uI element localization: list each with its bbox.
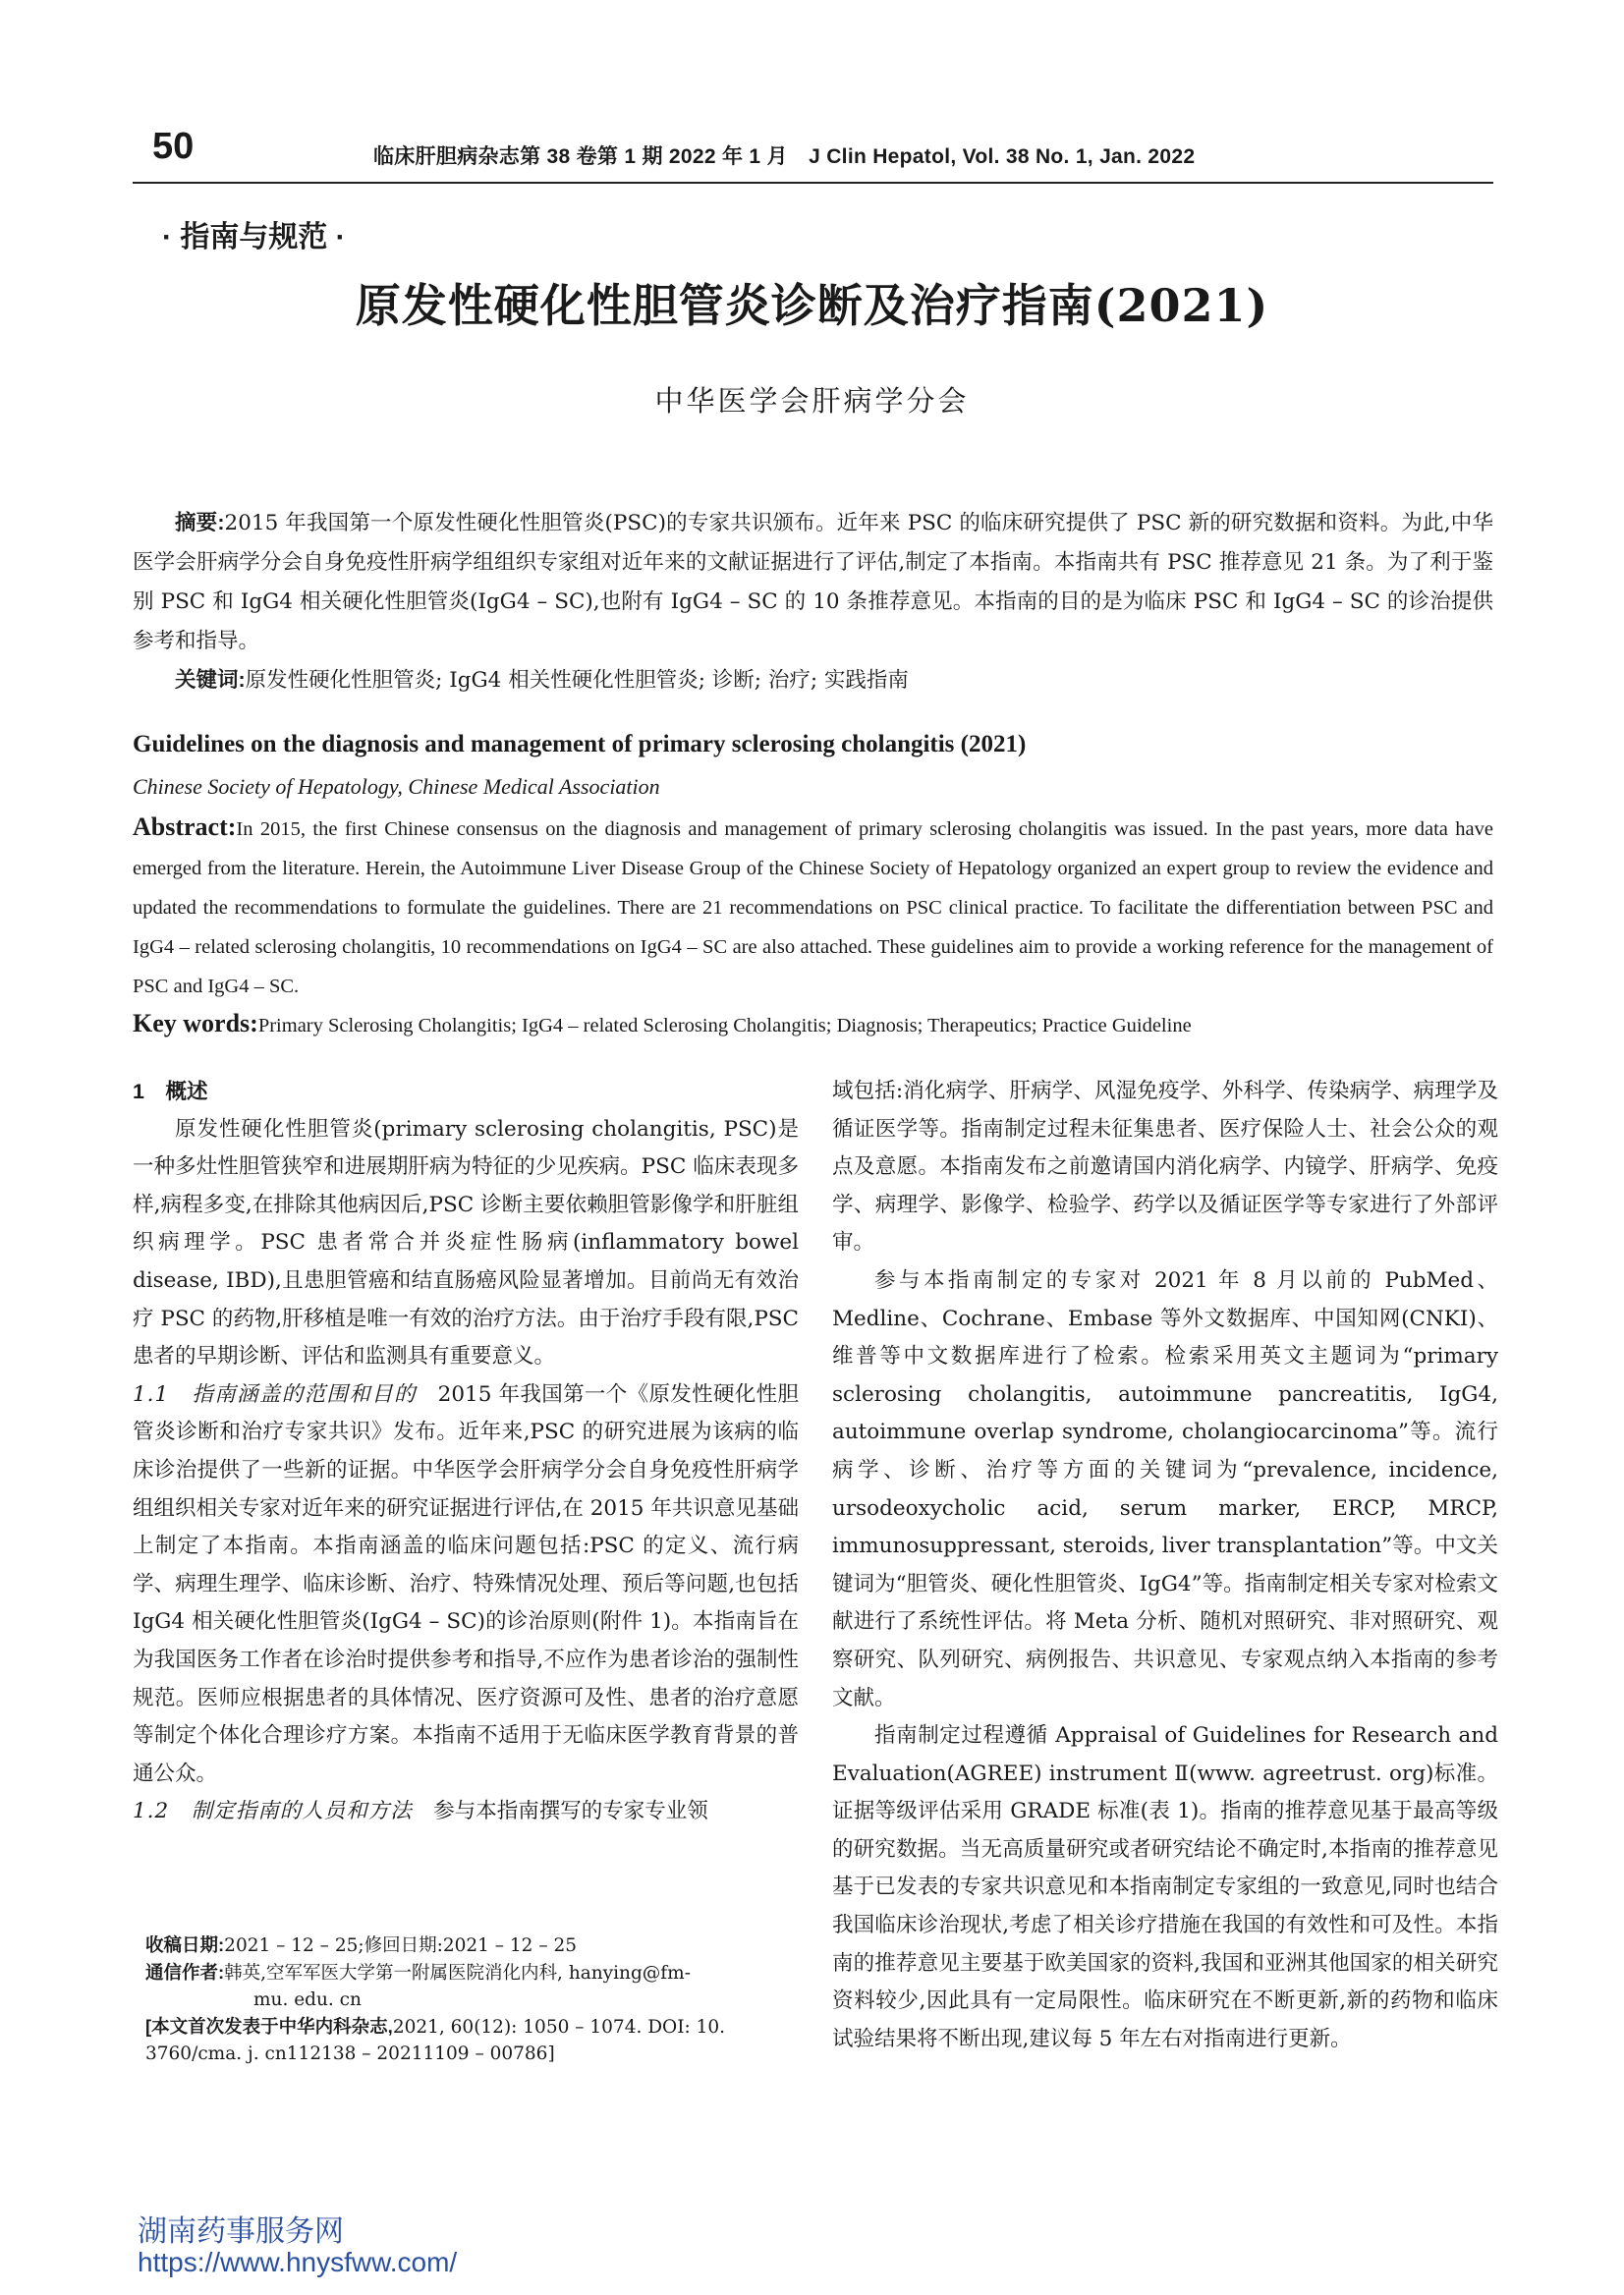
paragraph-methods-text: 参与本指南撰写的专家专业领	[412, 1799, 708, 1824]
body-column-right	[832, 1073, 1498, 2058]
paragraph-methods	[133, 1793, 799, 1831]
subheading-scope: 1.1 指南涵盖的范围和目的	[133, 1381, 417, 1407]
author-zh: 中华医学会肝病学分会	[654, 384, 970, 418]
keywords-zh-label: 关键词:	[175, 668, 246, 692]
watermark-site-name: 湖南药事服务网	[138, 2215, 344, 2248]
footnote-first-pub-text: 2021, 60(12): 1050 – 1074. DOI: 10. 3760/cma. j. cn112138 – 20211109 – 00786]	[145, 2017, 726, 2064]
article-title-en: Guidelines on the diagnosis and management of primary sclerosing cholangitis (2021)	[133, 731, 1027, 757]
footnote-corr-label: 通信作者:	[145, 1962, 225, 1983]
footnote	[145, 1931, 804, 2067]
header-divider	[133, 182, 1493, 184]
paragraph-expertise: 域包括:消化病学、肝病学、风湿免疫学、外科学、传染病学、病理学及循证医学等。指南制定过程未征集患者、医疗保险人士、社会公众的观点及意愿。本指南发布之前邀请国内消化病学、内镜学、肝病学、免疫学、病理学、影像学、检验学、药学以及循证医学等专家进行了外部评审。	[832, 1079, 1498, 1256]
keywords-en-label: Key words:	[133, 1009, 258, 1037]
abstract-zh-label: 摘要:	[175, 511, 225, 534]
paragraph-grade: 指南制定过程遵循 Appraisal of Guidelines for Research and Evaluation(AGREE) instrument Ⅱ(www. agreetrust. org)标准。证据等级评估采用 GRADE 标准(表 1)。指南的推荐意见基于最高等级的研究数据。当无高质量研究或者研究结论不确定时,本指南的推荐意见基于已发表的专家共识意见和本指南制定专家组的一致意见,同时也结合我国临床诊治现状,考虑了相关诊疗措施在我国的有效性和可及性。本指南的推荐意见主要基于欧美国家的资料,我国和亚洲其他国家的相关研究资料较少,因此具有一定局限性。临床研究在不断更新,新的药物和临床试验结果将不断出现,建议每 5 年左右对指南进行更新。	[832, 1723, 1498, 2051]
keywords-en-text: Primary Sclerosing Cholangitis; IgG4 – related Sclerosing Cholangitis; Diagnosis; Therapeutics; Practice Guideline	[257, 1015, 1192, 1036]
author-en: Chinese Society of Hepatology, Chinese Medical Association	[133, 774, 660, 799]
footnote-dates-label: 收稿日期:	[145, 1934, 225, 1955]
abstract-en-label: Abstract:	[133, 812, 237, 841]
paragraph-scope-text: 2015 年我国第一个《原发性硬化性胆管炎诊断和治疗专家共识》发布。近年来,PSC 的研究进展为该病的临床诊治提供了一些新的证据。中华医学会肝病学分会自身免疫性肝病学组组织相关专家对近年来的研究证据进行评估,在 2015 年共识意见基础上制定了本指南。本指南涵盖的临床问题包括:PSC 的定义、流行病学、病理生理学、临床诊断、治疗、特殊情况处理、预后等问题,也包括 IgG4 相关硬化性胆管炎(IgG4 – SC)的诊治原则(附件 1)。本指南旨在为我国医务工作者在诊治时提供参考和指导,不应作为患者诊治的强制性规范。医师应根据患者的具体情况、医疗资源可及性、患者的治疗意愿等制定个体化合理诊疗方案。本指南不适用于无临床医学教育背景的普通公众。	[133, 1381, 799, 1786]
journal-running-header: 临床肝胆病杂志第 38 卷第 1 期 2022 年 1 月 J Clin Hepatol, Vol. 38 No. 1, Jan. 2022	[373, 145, 1196, 168]
paragraph-scope	[133, 1376, 799, 1794]
abstract-zh-text: 2015 年我国第一个原发性硬化性胆管炎(PSC)的专家共识颁布。近年来 PSC 的临床研究提供了 PSC 新的研究数据和资料。为此,中华医学会肝病学分会自身免疫性肝病学组组织专家组对近年来的文献证据进行了评估,制定了本指南。本指南共有 PSC 推荐意见 21 条。为了利于鉴别 PSC 和 IgG4 相关硬化性胆管炎(IgG4 – SC),也附有 IgG4 – SC 的 10 条推荐意见。本指南的目的是为临床 PSC 和 IgG4 – SC 的诊治提供参考和指导。	[133, 511, 1493, 653]
page-number: 50	[152, 126, 195, 167]
subheading-methods: 1.2 制定指南的人员和方法	[133, 1799, 413, 1824]
body-column-left	[133, 1073, 799, 1831]
keywords-en	[133, 1004, 1493, 1045]
keywords-zh	[133, 660, 1493, 700]
paragraph-overview: 原发性硬化性胆管炎(primary sclerosing cholangitis, PSC)是一种多灶性胆管狭窄和进展期肝病为特征的少见疾病。PSC 临床表现多样,病程多变,在排除其他病因后,PSC 诊断主要依赖胆管影像学和肝脏组织病理学。PSC 患者常合并炎症性肠病(inflammatory bowel disease, IBD),且患胆管癌和结直肠癌风险显著增加。目前尚无有效治疗 PSC 的药物,肝移植是唯一有效的治疗方法。由于治疗手段有限,PSC 患者的早期诊断、评估和监测具有重要意义。	[133, 1116, 799, 1370]
keywords-zh-text: 原发性硬化性胆管炎; IgG4 相关性硬化性胆管炎; 诊断; 治疗; 实践指南	[245, 668, 909, 693]
footnote-dates	[145, 1931, 804, 1959]
footnote-first-publication	[145, 2013, 804, 2067]
footnote-corr-continuation: mu. edu. cn	[253, 1989, 362, 2010]
watermark-url-link[interactable]: https://www.hnysfww.com/	[138, 2247, 458, 2277]
footnote-dates-text: 2021 – 12 – 25;修回日期:2021 – 12 – 25	[224, 1935, 578, 1956]
article-title-zh: 原发性硬化性胆管炎诊断及治疗指南(2021)	[355, 279, 1269, 332]
abstract-zh	[133, 503, 1493, 661]
footnote-corr-text: 韩英,空军军医大学第一附属医院消化内科, hanying@fm-	[224, 1963, 691, 1984]
section-tag: · 指南与规范 ·	[162, 221, 346, 253]
footnote-corresponding	[145, 1959, 804, 1987]
footnote-first-pub-label: [本文首次发表于中华内科杂志,	[145, 2016, 393, 2037]
heading-overview: 1 概述	[133, 1080, 208, 1103]
abstract-en	[133, 808, 1493, 1006]
paragraph-literature-search: 参与本指南制定的专家对 2021 年 8 月以前的 PubMed、Medline、Cochrane、Embase 等外文数据库、中国知网(CNKI)、维普等中文数据库进行了检索。检索采用英文主题词为“primary sclerosing cholangitis, autoimmune pancreatitis, IgG4, autoimmune overlap syndrome, cholangiocarcinoma”等。流行病学、诊断、治疗等方面的关键词为“prevalence, incidence, ursodeoxycholic acid, serum marker, ERCP, MRCP, immunosuppressant, steroids, liver transplantation”等。中文关键词为“胆管炎、硬化性胆管炎、IgG4”等。指南制定相关专家对检索文献进行了系统性评估。将 Meta 分析、随机对照研究、非对照研究、观察研究、队列研究、病例报告、共识意见、专家观点纳入本指南的参考文献。	[832, 1267, 1498, 1710]
abstract-en-text: In 2015, the first Chinese consensus on the diagnosis and management of primary sclerosing cholangitis was issued. In the past years, more data have emerged from the literature. Herein, the Autoimmune Liver Disease Group of the Chinese Society of Hepatology organized an expert group to review the evidence and updated the recommendations to formulate the guidelines. There are 21 recommendations on PSC clinical practice. To facilitate the differentiation between PSC and IgG4 – related sclerosing cholangitis, 10 recommendations on IgG4 – SC are also attached. These guidelines aim to provide a working reference for the management of PSC and IgG4 – SC.	[133, 818, 1493, 997]
